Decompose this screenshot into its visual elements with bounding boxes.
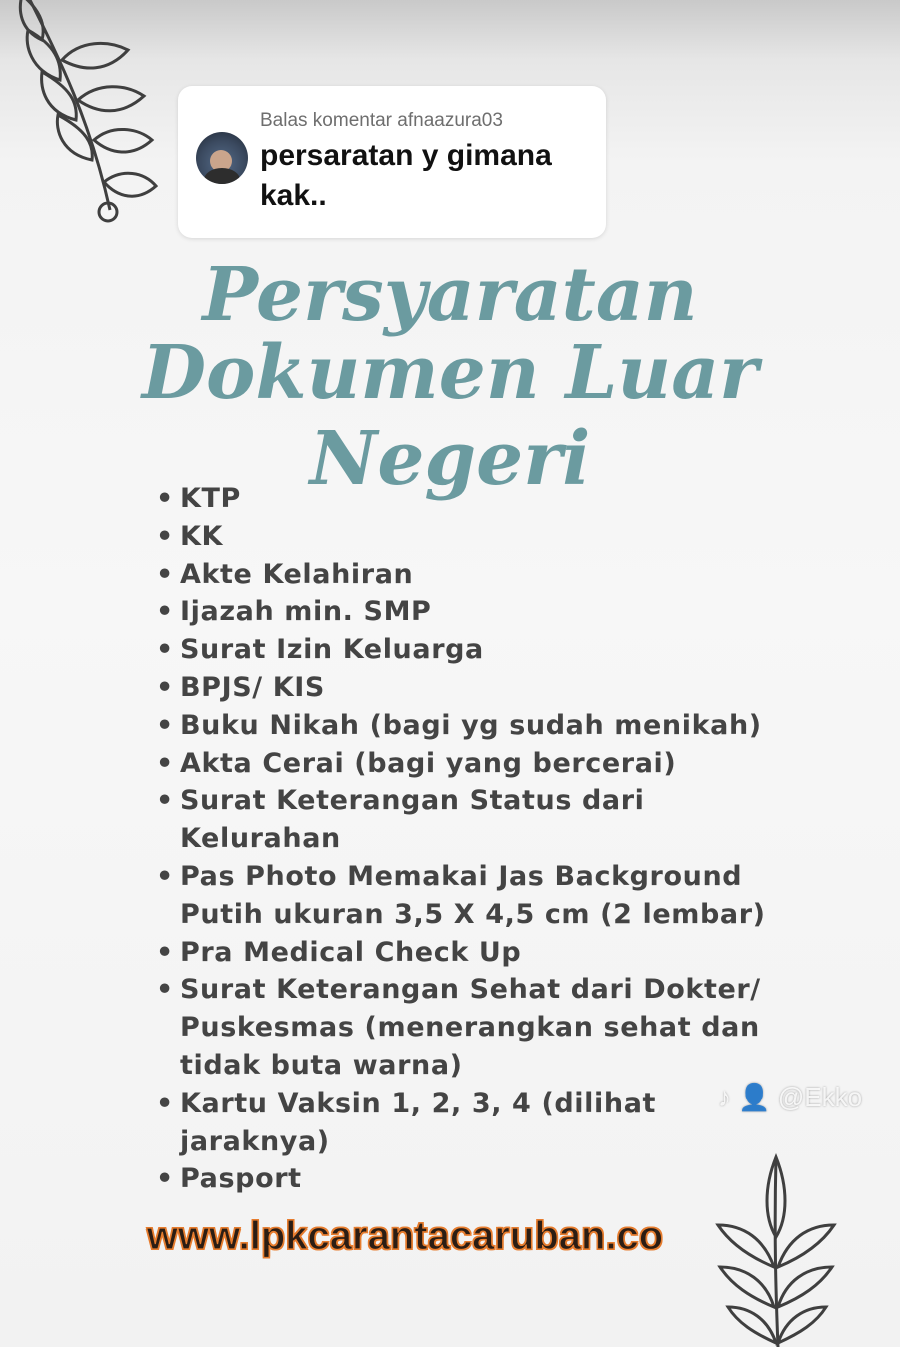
- list-item: • Surat Keterangan Sehat dari Dokter/ Puskesmas (menerangkan sehat dan tidak buta warna): [156, 971, 776, 1084]
- comment-text: persaratan y gimana kak..: [260, 139, 552, 212]
- list-item: • Buku Nikah (bagi yg sudah menikah): [156, 707, 776, 745]
- list-item: • Pra Medical Check Up: [156, 934, 776, 972]
- list-item: • Pasport: [156, 1160, 776, 1198]
- list-item: • KTP: [156, 480, 776, 518]
- list-item: • KK: [156, 518, 776, 556]
- website-url[interactable]: www.lpkcarantacaruban.co: [146, 1214, 664, 1258]
- watermark-handle: @Ekko: [777, 1082, 863, 1112]
- page-title-line2: Dokumen Luar Negeri: [141, 330, 759, 502]
- requirements-list: [156, 480, 776, 1198]
- page-title-line1: Persyaratan: [202, 252, 698, 338]
- list-item: • Kartu Vaksin 1, 2, 3, 4 (dilihat jaraknya): [156, 1085, 776, 1161]
- list-item: • Ijazah min. SMP: [156, 593, 776, 631]
- list-item: • Akta Cerai (bagi yang bercerai): [156, 745, 776, 783]
- leaf-branch-decoration: [0, 0, 160, 240]
- leaf-branch-decoration: [710, 1147, 860, 1347]
- list-item: • BPJS/ KIS: [156, 669, 776, 707]
- list-item: • Akte Kelahiran: [156, 556, 776, 594]
- tiktok-icon: ♪: [718, 1082, 731, 1112]
- reply-to-label: Balas komentar afnaazura03: [260, 110, 503, 131]
- tiktok-watermark: [718, 1082, 862, 1113]
- list-item: • Pas Photo Memakai Jas Background Putih ukuran 3,5 X 4,5 cm (2 lembar): [156, 858, 776, 934]
- list-item: • Surat Keterangan Status dari Kelurahan: [156, 782, 776, 858]
- reply-comment-card[interactable]: [178, 86, 606, 238]
- avatar[interactable]: [196, 132, 248, 184]
- list-item: • Surat Izin Keluarga: [156, 631, 776, 669]
- user-icon: 👤: [738, 1082, 771, 1112]
